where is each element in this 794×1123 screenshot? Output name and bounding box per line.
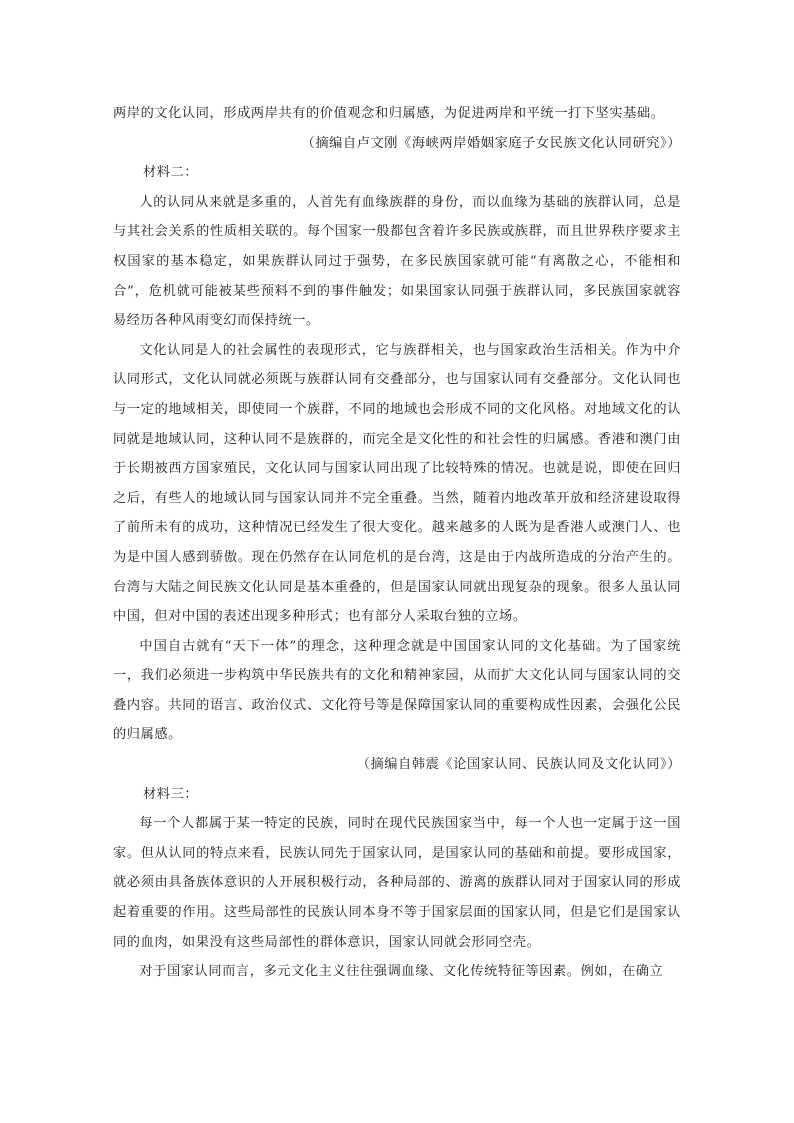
material-three-heading: 材料三： (143, 786, 199, 802)
intro-continuation: 两岸的文化认同，形成两岸共有的价值观念和归属感，为促进两岸和平统一打下坚实基础。 (113, 106, 665, 121)
material-three-paragraph-1: 每一个人都属于某一特定的民族，同时在现代民族国家当中，每一个人也一定属于这一国家。但从认同的特点来看，民族认同先于国家认同，是国家认同的基础和前提。要形成国家，就必须由具备族体意识的人开展积极行动，各种局部的、游离的族群认同对于国家认同的形成起着重要的作用。这些局部性的民族认同本身不等于国家层面的国家认同，但是它们是国家认同的血肉，如果没有这些局部性的群体意识，国家认同就会形同空壳。 (113, 816, 681, 950)
material-two-paragraph-3: 中国自古就有“天下一体”的理念，这种理念就是中国国家认同的文化基础。为了国家统一，我们必须进一步构筑中华民族共有的文化和精神家园，从而扩大文化认同与国家认同的交叠内容。共同的语言、政治仪式、文化符号等是保障国家认同的重要构成性因素，会强化公民的归属感。 (113, 638, 681, 743)
material-two-heading: 材料二： (143, 165, 199, 181)
material-two-paragraph-1: 人的认同从来就是多重的，人首先有血缘族群的身份，而以血缘为基础的族群认同，总是与其社会关系的性质相关联的。每个国家一般都包含着许多民族或族群，而且世界秩序要求主权国家的基本稳定，如果族群认同过于强势，在多民族国家就可能“有离散之心，不能相和合”，危机就可能被某些预料不到的事件触发；如果国家认同强于族群认同，多民族国家就容易经历各种风雨变幻而保持统一。 (113, 194, 681, 329)
source-citation-2: （摘编自韩震《论国家认同、民族认同及文化认同》） (356, 757, 681, 773)
material-two-paragraph-2: 文化认同是人的社会属性的表现形式，它与族群相关，也与国家政治生活相关。作为中介认同形式，文化认同就必须既与族群认同有交叠部分，也与国家认同有交叠部分。文化认同也与一定的地域相关，即使同一个族群，不同的地域也会形成不同的文化风格。对地域文化的认同就是地域认同，这种认同不是族群的，而完全是文化性的和社会性的归属感。香港和澳门由于长期被西方国家殖民，文化认同与国家认同出现了比较特殊的情况。也就是说，即使在回归之后，有些人的地域认同与国家认同并不完全重叠。当然，随着内地改革开放和经济建设取得了前所未有的成功，这种情况已经发生了很大变化。越来越多的人既为是香港人或澳门人、也为是中国人感到骄傲。现在仍然存在认同危机的是台湾，这是由于内战所造成的分治产生的。台湾与大陆之间民族文化认同是基本重叠的，但是国家认同就出现复杂的现象。很多人虽认同中国，但对中国的表述出现多种形式；也有部分人采取台独的立场。 (113, 342, 681, 625)
source-citation-1: （摘编自卢文刚《海峡两岸婚姻家庭子女民族文化认同研究》） (301, 135, 681, 151)
material-three-paragraph-2: 对于国家认同而言，多元文化主义往往强调血缘、文化传统特征等因素。例如，在确立 (139, 964, 664, 980)
document-page (113, 99, 681, 987)
